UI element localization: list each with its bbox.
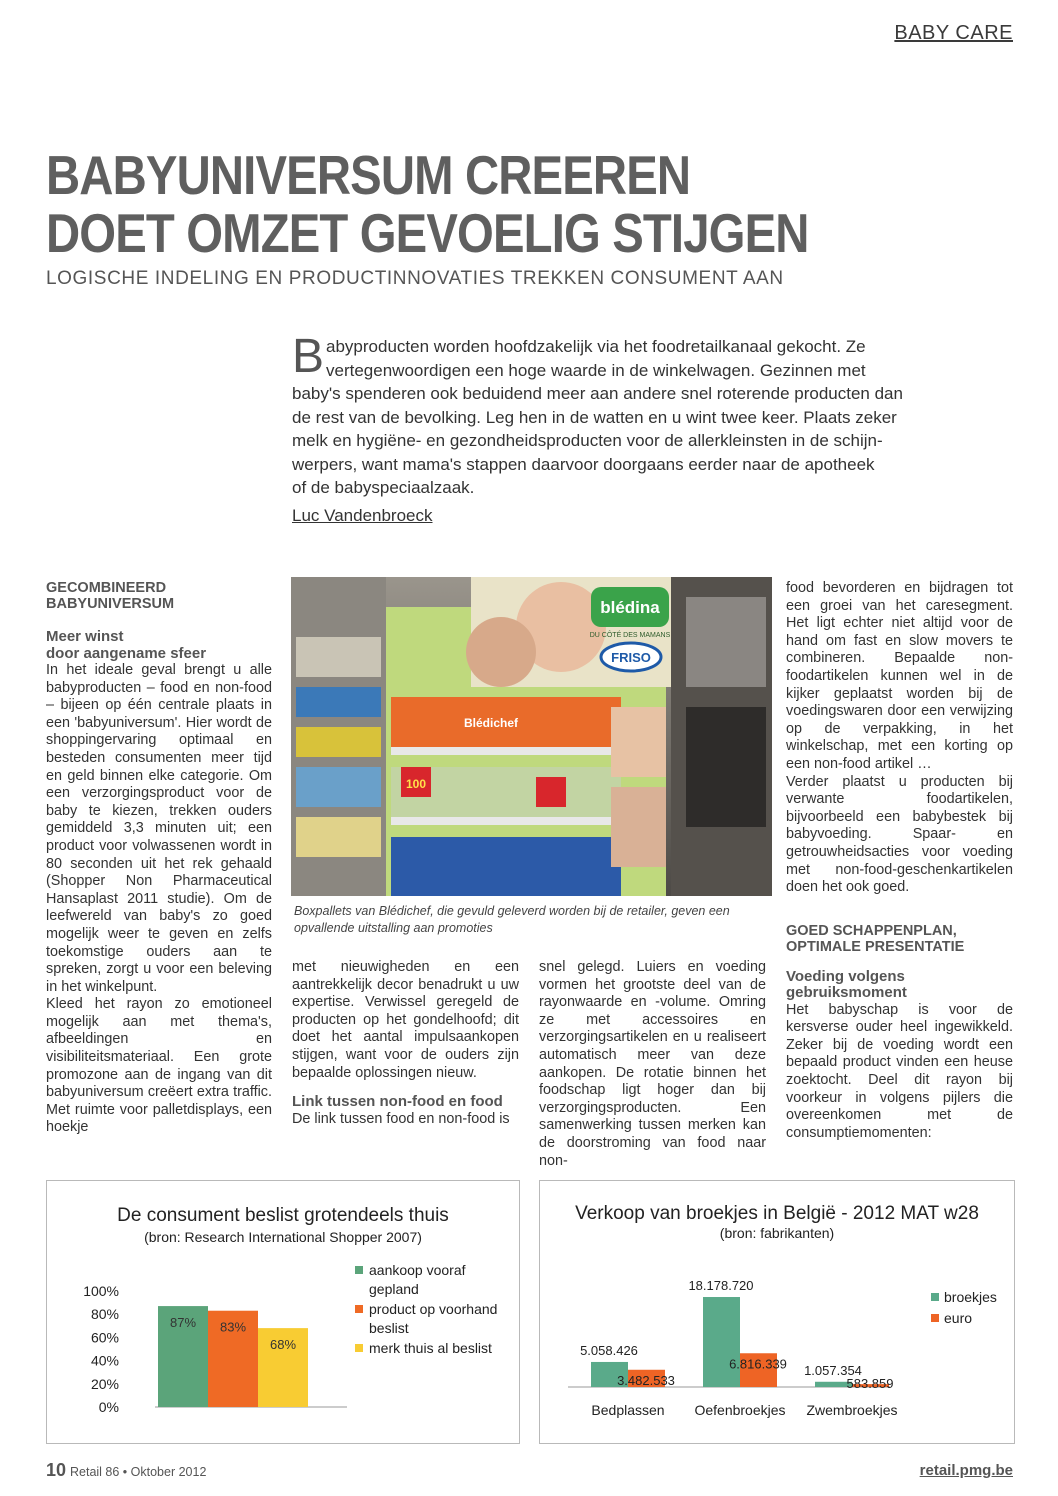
legend-label: gepland xyxy=(369,1281,419,1297)
chart-subtitle: (bron: fabrikanten) xyxy=(719,1225,835,1241)
bledina-logo-text: blédina xyxy=(600,598,660,617)
data-label-euro: 3.482.533 xyxy=(617,1372,675,1388)
website-link[interactable]: retail.pmg.be xyxy=(919,1462,1013,1479)
bar-broekjes-2 xyxy=(703,1297,740,1387)
photo-caption: Boxpallets van Blédichef, die gevuld geleverd worden bij de retailer, geven een opvallende uitstalling aan promoties xyxy=(294,904,730,935)
chart-title: Verkoop van broekjes in België - 2012 MAT w28 xyxy=(575,1203,979,1224)
photo-illustration xyxy=(291,577,772,896)
body-paragraph: Het babyschap is voor de kersverse ouder heel ingewikkeld. Zeker bij de voeding wordt een bepaald product vinden een heuse zoektocht. Deel dit rayon bij voorkeur in volgens pijlers die overeenkomen met de consumptiemomenten: xyxy=(786,1001,1013,1141)
publication-info: Retail 86 • Oktober 2012 xyxy=(70,1465,207,1479)
section-tag: BABY CARE xyxy=(894,22,1013,44)
column-4 xyxy=(786,580,1013,1142)
y-tick-label: 100% xyxy=(83,1283,119,1299)
author-byline[interactable]: Luc Vandenbroeck xyxy=(292,506,433,525)
bar-data-label: 83% xyxy=(219,1319,247,1335)
friso-logo-text: FRISO xyxy=(611,650,651,665)
body-paragraph: snel gelegd. Luiers en voeding vormen het grootste deel van de rayonwaarde en -volume. Omring ze met accessoires en verzorgingsartikelen en u realiseert automatisch meer van deze aankopen. De rotatie binnen het foodschap ligt hoger dan bij verzorgingsproducten. Een samenwerking tussen merken kan de doorstroming van food naar non- xyxy=(539,959,766,1169)
legend-label: beslist xyxy=(369,1320,409,1336)
body-paragraph: food bevorderen en bijdragen tot een groei van het caresegment. Het ligt echter niet altijd voor de hand om fast en slow movers te combineren. Bepaalde non-foodartikelen kunnen wel in de kijker geplaatst worden bij de voedingswaren door een verwijzing op de verpakking, in het winkelschap, met een korting op een non-food artikel … xyxy=(786,580,1013,772)
y-tick-label: 0% xyxy=(98,1399,119,1415)
intro-line: de rest van de bevolking. Leg hen in de watten en u wint twee keer. Plaats zeker xyxy=(292,407,897,427)
page-number: 10 xyxy=(46,1460,67,1480)
legend-swatch xyxy=(355,1344,363,1352)
chart-broekjes xyxy=(539,1180,1015,1444)
body-paragraph: Verder plaatst u producten bij verwante foodartikelen, bijvoorbeeld een babybestek bij babyvoeding. Spaar- en getrouwheidsacties voor voeding met non-food-geschenkartikelen doen het ook goed. xyxy=(786,773,1013,896)
data-label-broekjes: 1.057.354 xyxy=(804,1362,862,1378)
data-label-broekjes: 18.178.720 xyxy=(688,1278,754,1294)
section-heading: GECOMBINEERD BABYUNIVERSUM xyxy=(46,580,175,612)
bar-data-label: 68% xyxy=(269,1337,297,1353)
data-label-euro: 6.816.339 xyxy=(729,1356,787,1372)
bledina-tagline: DU CÔTÉ DES MAMANS xyxy=(589,632,671,639)
section-heading: GOED SCHAPPENPLAN, OPTIMALE PRESENTATIE xyxy=(786,922,965,955)
x-tick-label: Oefenbroekjes xyxy=(694,1402,786,1418)
price-badge-text: 100 xyxy=(405,777,427,791)
body-paragraph: De link tussen food en non-food is xyxy=(292,1110,510,1127)
headline xyxy=(46,146,872,262)
dropcap: B xyxy=(292,330,325,383)
legend-label: aankoop vooraf xyxy=(369,1262,466,1278)
body-paragraph: In het ideale geval brengt u alle babyproducten – food en non-food – bijeen op één centrale plaats in een 'babyuniversum'. Hier wordt de shoppingervaring optimaal en besteden consumenten meer tijd en geld binnen elke categorie. Om een verzorgingsproduct voor de baby te kiezen, trekken ouders gemiddeld 3,3 minuten uit; een product voor volwassenen wordt in 80 seconden uit het rek gehaald (Shopper Non Pharmaceutical Hansaplast 2011 studie). Om de leefwereld van baby's zo goed mogelijk weer te geven en zelfs toekomstige ouders aan te spreken, zorgt u voor een beleving in het winkelpunt. xyxy=(46,662,272,995)
chart-subtitle: (bron: Research International Shopper 2007) xyxy=(144,1229,422,1245)
y-tick-label: 60% xyxy=(90,1329,119,1346)
y-tick-label: 20% xyxy=(90,1375,119,1392)
legend-swatch xyxy=(931,1293,939,1301)
product-label: Blédichef xyxy=(463,716,519,730)
legend-swatch xyxy=(355,1266,363,1274)
legend-label: euro xyxy=(944,1310,973,1326)
legend-label: merk thuis al beslist xyxy=(369,1340,492,1356)
intro-line: of de babyspeciaalzaak. xyxy=(292,478,475,497)
legend-swatch xyxy=(931,1314,939,1322)
chart-title: De consument beslist grotendeels thuis xyxy=(117,1205,449,1226)
column-1 xyxy=(46,580,272,1137)
x-tick-label: Bedplassen xyxy=(591,1402,665,1418)
subheading: Link tussen non-food en food xyxy=(292,1093,503,1111)
y-tick-label: 40% xyxy=(90,1352,119,1369)
data-label-euro: 583.859 xyxy=(846,1376,894,1391)
chart-plot xyxy=(47,1181,519,1443)
store-display-photo xyxy=(291,577,772,896)
intro-line: werpers, want mama's stappen daarvoor doorgaans eerder naar de apotheek xyxy=(292,454,875,474)
subheading: Meer winst door aangename sfeer xyxy=(46,628,207,662)
headline-line-2: DOET OMZET GEVOELIG STIJGEN xyxy=(46,202,809,264)
subhead: LOGISCHE INDELING EN PRODUCTINNOVATIES TREKKEN CONSUMENT AAN xyxy=(46,268,784,289)
intro-line: baby's spenderen ook beduidend meer aan andere snel roterende producten dan xyxy=(292,384,903,403)
x-tick-label: Zwembroekjes xyxy=(806,1402,898,1418)
body-paragraph: Kleed het rayon zo emotioneel mogelijk aan met thema's, afbeeldingen en visibiliteitsmateriaal. Een grote promozone aan de ingang van dit babyuniversum creëert extra traffic. Met ruimte voor palletdisplays, een hoekje xyxy=(46,996,272,1136)
intro-line: melk en hygiëne- en gezondheidsproducten voor de allerkleinsten in de schijn- xyxy=(292,431,883,450)
body-paragraph: met nieuwigheden en een aantrekkelijk decor benadrukt u uw expertise. Verwissel geregeld de producten op het gondelhoofd; dit doet het aantal impulsaankopen stijgen, want voor de ouders zijn bepaalde oplossingen nieuw. xyxy=(292,959,519,1081)
legend-label: broekjes xyxy=(944,1289,997,1305)
column-2 xyxy=(292,959,519,1128)
bar-data-label: 87% xyxy=(169,1315,197,1331)
intro-line: abyproducten worden hoofdzakelijk via het foodretailkanaal gekocht. Ze xyxy=(326,337,866,356)
data-label-broekjes: 5.058.426 xyxy=(580,1342,638,1358)
legend-label: product op voorhand xyxy=(369,1301,498,1317)
intro-line: vertegenwoordigen een hoge waarde in de winkelwagen. Gezinnen met xyxy=(326,360,866,380)
y-tick-label: 80% xyxy=(90,1306,119,1323)
chart-consument xyxy=(46,1180,520,1444)
headline-line-1: BABYUNIVERSUM CREEREN xyxy=(46,144,691,206)
intro-paragraph xyxy=(292,330,932,500)
chart-plot xyxy=(540,1181,1014,1443)
column-3 xyxy=(539,959,766,1170)
subheading: Voeding volgens gebruiksmoment xyxy=(786,967,907,1002)
legend-swatch xyxy=(355,1305,363,1313)
